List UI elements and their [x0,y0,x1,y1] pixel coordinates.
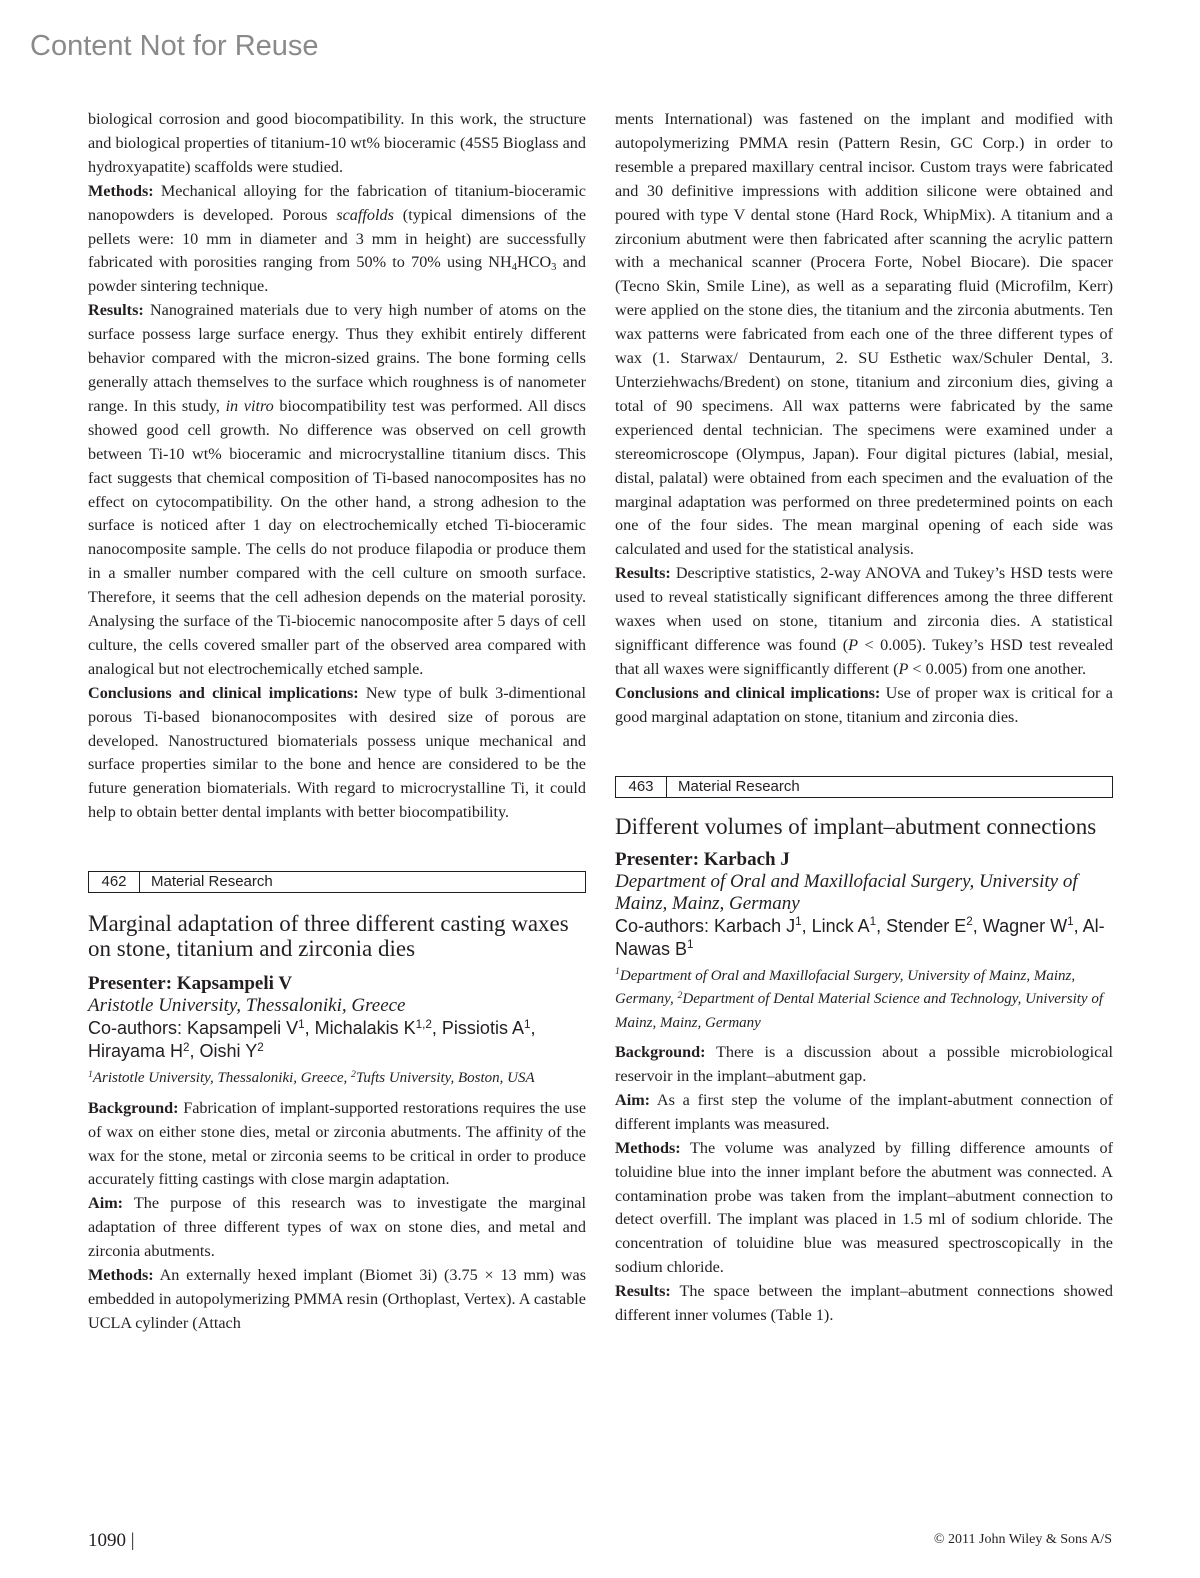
abstract-462-affiliation: Aristotle University, Thessaloniki, Greece [88,995,406,1017]
conclusions-label: Conclusions and clinical implications: [88,683,359,702]
watermark: Content Not for Reuse [30,30,319,62]
abstract-462-coauthors: Co-authors: Kapsampeli $V^1$, Michalakis K$^{1,2}$, Pissiotis $A^1$, Hirayama $H^2$, Oishi $Y^2$ [88,1017,536,1062]
abstract-463-coauthors: Co-authors: Karbach $J^1$, Linck $A^1$, Stender $E^2$, Wagner $W^1$, Al-Nawas $B^1$ [615,915,1105,959]
results-label: Results: [88,301,144,320]
right-continuation-paragraph: ments International) was fastened on the implant and modified with autopolymerizing PMMA resin (Pattern Resin, GC Corp.) in order to resemble a prepared maxillary central incisor. Custom trays were fabricated and 30 definitive impressions with addition silicone were obtained and poured with type V dental stone (Hard Rock, WhipMix). A titanium and a zirconium abutment were then fabricated after scanning the acrylic pattern with a mechanical scanner (Procera Forte, Nobel Biocare). Die spacer (Tecno Skin, Smile Line), as well as a separating fluid (Microfilm, Kerr) were applied on the stone dies, the titanium and the zirconia abutments. Ten wax patterns were fabricated from each one of the three different types of wax (1. Starwax/ Dentaurum, 2. SU Esthetic wax/Schuler Dental, 3. Unterziehwachs/Bredent) on stone, titanium and zirconium dies, giving a total of 90 specimens. All wax patterns were fabricated by the same experienced dental technician. The specimens were examined under a stereomicroscope (Olympus, Japan). Four digital pictures (labial, mesial, distal, palatal) were obtained from each specimen and the evaluation of the marginal adaptation was performed on three predetermined points on each one of the four sides. The mean marginal opening of each side was calculated and used for the statistical analysis. Results: Descriptive statistics, 2-way ANOVA and Tukey’s HSD tests were used to reveal statistically significant differences among the three different waxes when used on stone, titanium and zirconia dies. A statistical signifficant difference was found (P < 0.005). Tukey’s HSD test revealed that all waxes were signifficantly different (P < 0.005) from one another. Conclusions and clinical implications: Use of proper wax is critical for a good marginal adaptation on stone, titanium and zirconia dies. [615,110,1113,726]
abstract-462-presenter: Presenter: Kapsampeli V [88,973,293,995]
abstract-number: 462 [89,872,140,892]
abstract-category: Material Research [678,777,800,795]
abstract-463-affiliation-notes: $^1$Department of Oral and Maxillofacial Surgery, University of Mainz, Mainz, Germany, $^2$Department of Dental Material Science and Technology, University of Mainz, Mainz, Germany [615,966,1103,1031]
abstract-463-affiliation: Department of Oral and Maxillofacial Surgery, University of Mainz, Mainz, Germany [615,870,1078,914]
copyright: © 2011 John Wiley & Sons A/S [933,1532,1112,1547]
abstract-462-affiliation-notes: $^1$Aristotle University, Thessaloniki, Greece, $^2$Tufts University, Boston, USA [88,1068,535,1087]
methods-label: Methods: [88,181,154,200]
abstract-462-body: Background: Fabrication of implant-supported restorations requires the use of wax on either stone dies, metal or zirconia abutments. The affinity of the wax for the stone, metal or zirconia seems to be critical in order to produce accurately fitting castings with close margin adaptation. Aim: The purpose of this research was to investigate the marginal adaptation of three different types of wax on stone dies, and metal and zirconia abutments. Methods: An externally hexed implant (Biomet 3i) (3.75 × 13 mm) was embedded in autopolymerizing PMMA resin (Orthoplast, Vertex). A castable UCLA cylinder (Attach [88,1098,586,1332]
abstract-number: 463 [616,777,667,797]
abstract-463-presenter: Presenter: Karbach J [615,848,790,870]
page-number: 1090 | [88,1530,135,1551]
left-column [88,108,586,1336]
right-column [615,108,1113,1328]
abstract-462-title: Marginal adaptation of three different casting waxes on stone, titanium and zirconia dies [88,911,569,962]
left-intro-paragraph: biological corrosion and good biocompatibility. In this work, the structure and biological properties of titanium-10 wt% bioceramic (45S5 Bioglass and hydroxyapatite) scaffolds were studied. Methods: Mechanical alloying for the fabrication of titanium-bioceramic nanopowders is developed. Porous scaffolds (typical dimensions of the pellets were: 10 mm in diameter and 3 mm in height) are successfully fabricated with porosities ranging from 50% to 70% using $NH_4HCO_3$ and powder sintering technique. Results: Nanograined materials due to very high number of atoms on the surface possess large surface energy. Thus they exhibit entirely different behavior compared with the micron-sized grains. The bone forming cells generally attach themselves to the surface which roughness is of nanometer range. In this study, in vitro biocompatibility test was performed. All discs showed good cell growth. No difference was observed on cell growth between Ti-10 wt% bioceramic and microcrystalline titanium discs. This fact suggests that chemical composition of Ti-based nanocomposites has no effect on cytocompatibility. On the other hand, a strong adhesion to the surface is noticed after 1 day on electrochemically etched Ti-bioceramic nanocomposite sample. The cells do not produce filapodia or produce them in a smaller number compared with the cell culture on smooth surface. Therefore, it seems that the cell adhesion depends on the material porosity. Analysing the surface of the Ti-biocemic nanocomposite after 5 days of cell culture, the cells covered smaller part of the observed area compared with analogical but not electrochemically etched sample. Conclusions and clinical implications: New type of bulk 3-dimentional porous Ti-based bionanocomposites with desired size of porous are developed. Nanostructured biomaterials possess unique mechanical and surface properties similar to the bone and hence are considered to be the future generation biomaterials. With regard to microcrystalline Ti, it could help to obtain better dental implants with better biocompatibility. [88,110,586,822]
abstract-463-header [615,776,1113,798]
abstract-462-header [88,871,586,893]
abstract-category: Material Research [151,873,273,891]
abstract-463-title: Different volumes of implant–abutment connections [615,813,1097,839]
abstract-463-body: Background: There is a discussion about a possible microbiological reservoir in the implant–abutment gap. Aim: As a first step the volume of the implant-abutment connection of different implants was measured. Methods: The volume was analyzed by filling difference amounts of toluidine blue into the inner implant before the abutment was connected. A contamination probe was taken from the implant–abutment connection to detect overfill. The implant was placed in 1.5 ml of sodium chloride. The concentration of toluidine blue was measured spectroscopically in the sodium chloride. Results: The space between the implant–abutment connections showed different inner volumes (Table 1). [615,1043,1113,1325]
